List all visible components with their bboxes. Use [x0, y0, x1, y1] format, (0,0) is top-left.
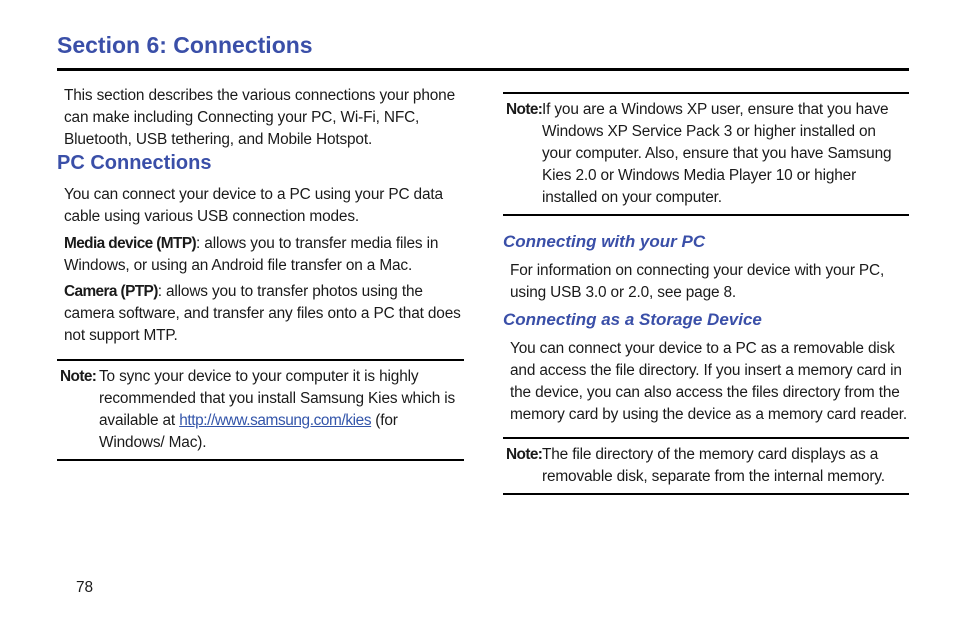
memory-card-note	[506, 444, 906, 490]
note-text-after: (for Windows/ Mac).	[99, 412, 398, 451]
intro-paragraph: This section describes the various connections your phone can make including Connecting your PC, Wi-Fi, NFC, Bluetooth, USB tethering, and Mobile Hotspot.	[64, 87, 455, 148]
note-text-before: To sync your device to your computer it is highly recommended that you install Samsung Kies which is available at	[99, 368, 456, 429]
page-number: 78	[76, 579, 94, 596]
connecting-pc-paragraph: For information on connecting your device with your PC, using USB 3.0 or 2.0, see page 8.	[510, 262, 885, 301]
pc-connections-heading: PC Connections	[57, 152, 212, 174]
note2-bottom-rule	[503, 493, 909, 495]
connecting-pc-heading: Connecting with your PC	[503, 232, 706, 251]
note2-label: Note:	[506, 446, 543, 463]
note1-top-rule	[503, 92, 909, 94]
samsung-kies-link[interactable]: http://www.samsung.com/kies	[179, 412, 372, 429]
sync-note-text	[99, 366, 459, 454]
windows-xp-note	[506, 99, 906, 211]
media-device-paragraph	[64, 233, 460, 277]
note2-text: The file directory of the memory card displays as a removable disk, separate from the internal memory.	[542, 446, 885, 485]
pc-intro-paragraph: You can connect your device to a PC using your PC data cable using various USB connection modes.	[64, 186, 443, 225]
camera-text: : allows you to transfer photos using the camera software, and transfer any files onto a PC that does not support MTP.	[64, 283, 461, 344]
camera-term: Camera (PTP)	[64, 283, 158, 300]
note-top-rule	[57, 359, 464, 361]
note1-label: Note:	[506, 101, 543, 118]
note-label: Note:	[60, 368, 97, 385]
storage-device-heading: Connecting as a Storage Device	[503, 310, 762, 329]
note1-bottom-rule	[503, 214, 909, 216]
storage-device-paragraph: You can connect your device to a PC as a removable disk and access the file directory. If you insert a memory card in the device, you can also access the files directory from the memory card by using the device as a memory card reader.	[510, 340, 908, 423]
note2-top-rule	[503, 437, 909, 439]
note-bottom-rule	[57, 459, 464, 461]
media-device-text: : allows you to transfer media files in Windows, or using an Android file transfer on a Mac.	[64, 235, 439, 274]
page-title: Section 6: Connections	[57, 32, 313, 58]
media-device-term: Media device (MTP)	[64, 235, 197, 252]
camera-paragraph	[64, 281, 464, 347]
title-divider	[57, 68, 909, 71]
sync-note	[60, 366, 456, 454]
note1-text: If you are a Windows XP user, ensure that you have Windows XP Service Pack 3 or higher installed on your computer. Also, ensure that you have Samsung Kies 2.0 or Windows Media Player 10 or higher installed on your computer.	[542, 101, 892, 206]
